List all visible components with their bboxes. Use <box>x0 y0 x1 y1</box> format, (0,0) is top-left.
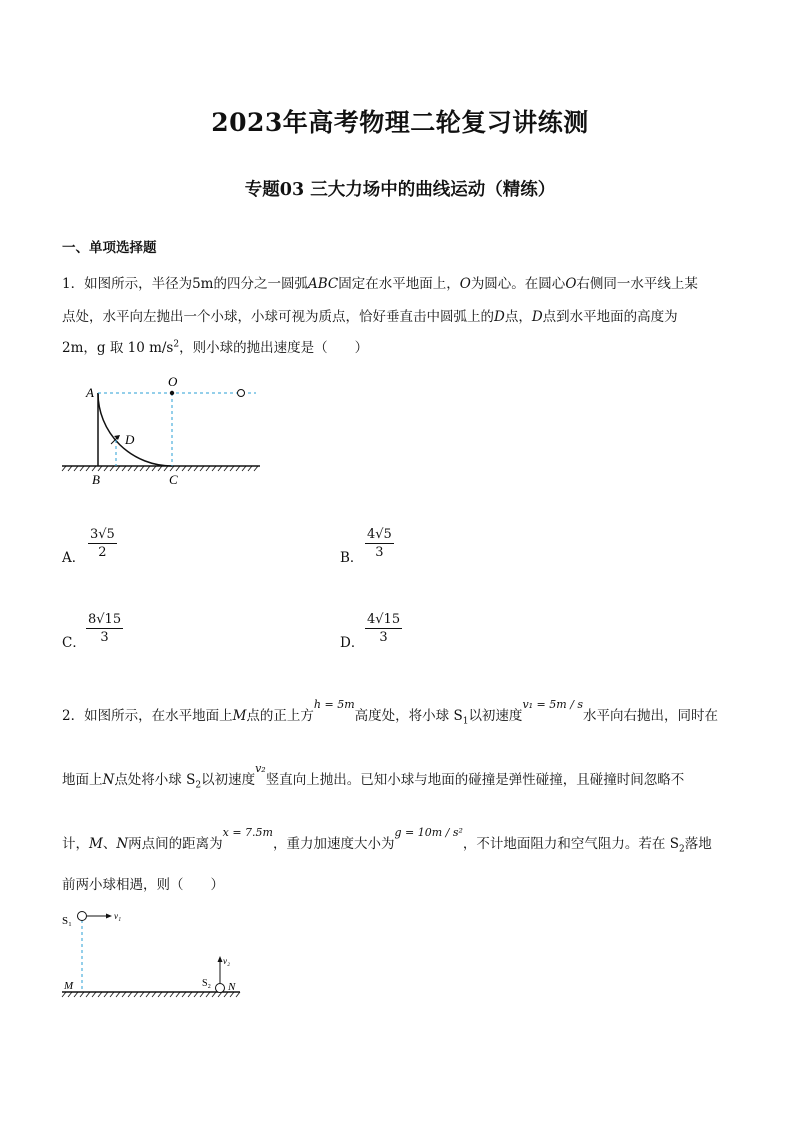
label-S1: S₁ <box>62 915 72 927</box>
g-expression: g = 10m / s² <box>394 826 463 839</box>
label-M: M <box>64 980 74 992</box>
h-expression: h = 5m <box>313 698 355 711</box>
label-C: C <box>169 472 178 487</box>
q1-option-d-value: $\frac{4√15}{3}$ <box>367 612 401 645</box>
section-heading: 一、单项选择题 <box>62 240 157 256</box>
q1-figure <box>60 372 265 492</box>
q1-line-2: 点处，水平向左抛出一个小球，小球可视为质点，恰好垂直击中圆弧上的D点，D点到水平地面的高度为 <box>62 309 678 325</box>
label-v2: v₂ <box>223 956 231 966</box>
q2-line-1: 2．如图所示，在水平地面上M点的正上方$^{h = 5m}$高度处，将小球 $S_1$以初速度$^{v_1 = 5m / s}$水平向右抛出，同时在 <box>62 698 719 727</box>
label-v1: v₁ <box>114 911 122 921</box>
label-S2: S₂ <box>202 978 212 989</box>
document-subtitle: 专题03 三大力场中的曲线运动（精练） <box>244 180 556 200</box>
label-D: D <box>125 432 135 447</box>
v1-expression: v₁ = 5m / s <box>522 698 584 711</box>
q1-line-1: 1．如图所示，半径为5m的四分之一圆弧ABC固定在水平地面上，O为圆心。在圆心O右侧同一水平线上某 <box>62 276 698 292</box>
q2-line-3: 计，M、N两点间的距离为$^{x = 7.5m}$，重力加速度大小为$^{g = 10m / s^2}$，不计地面阻力和空气阻力。若在 $S_2$落地 <box>62 826 712 855</box>
q1-option-b-value: $\frac{4√5}{3}$ <box>367 527 392 560</box>
x-expression: x = 7.5m <box>222 826 273 839</box>
label-O: O <box>168 374 178 389</box>
q1-option-c-value: $\frac{8√15}{3}$ <box>88 612 122 645</box>
q1-option-d-letter: D． <box>340 635 365 651</box>
q2-line-4: 前两小球相遇，则（ ） <box>62 877 224 893</box>
document-title: 2023年高考物理二轮复习讲练测 <box>211 108 589 137</box>
q2-line-2: 地面上N点处将小球 $S_2$以初速度$^{v_2}$竖直向上抛出。已知小球与地面的碰撞是弹性碰撞，且碰撞时间忽略不 <box>62 762 685 791</box>
v2-expression: v₂ <box>255 762 266 775</box>
q2-figure <box>58 904 248 1004</box>
label-A: A <box>86 385 94 400</box>
q1-option-a-letter: A． <box>62 550 86 566</box>
q1-line-3: 2m，g 取 10 $m/s^2$，则小球的抛出速度是（ ） <box>62 339 369 356</box>
label-B: B <box>92 472 100 487</box>
q1-option-a-value: $\frac{3√5}{2}$ <box>90 527 115 560</box>
q1-option-c-letter: C． <box>62 635 86 651</box>
q1-option-b-letter: B． <box>340 550 364 566</box>
label-N: N <box>228 981 236 993</box>
